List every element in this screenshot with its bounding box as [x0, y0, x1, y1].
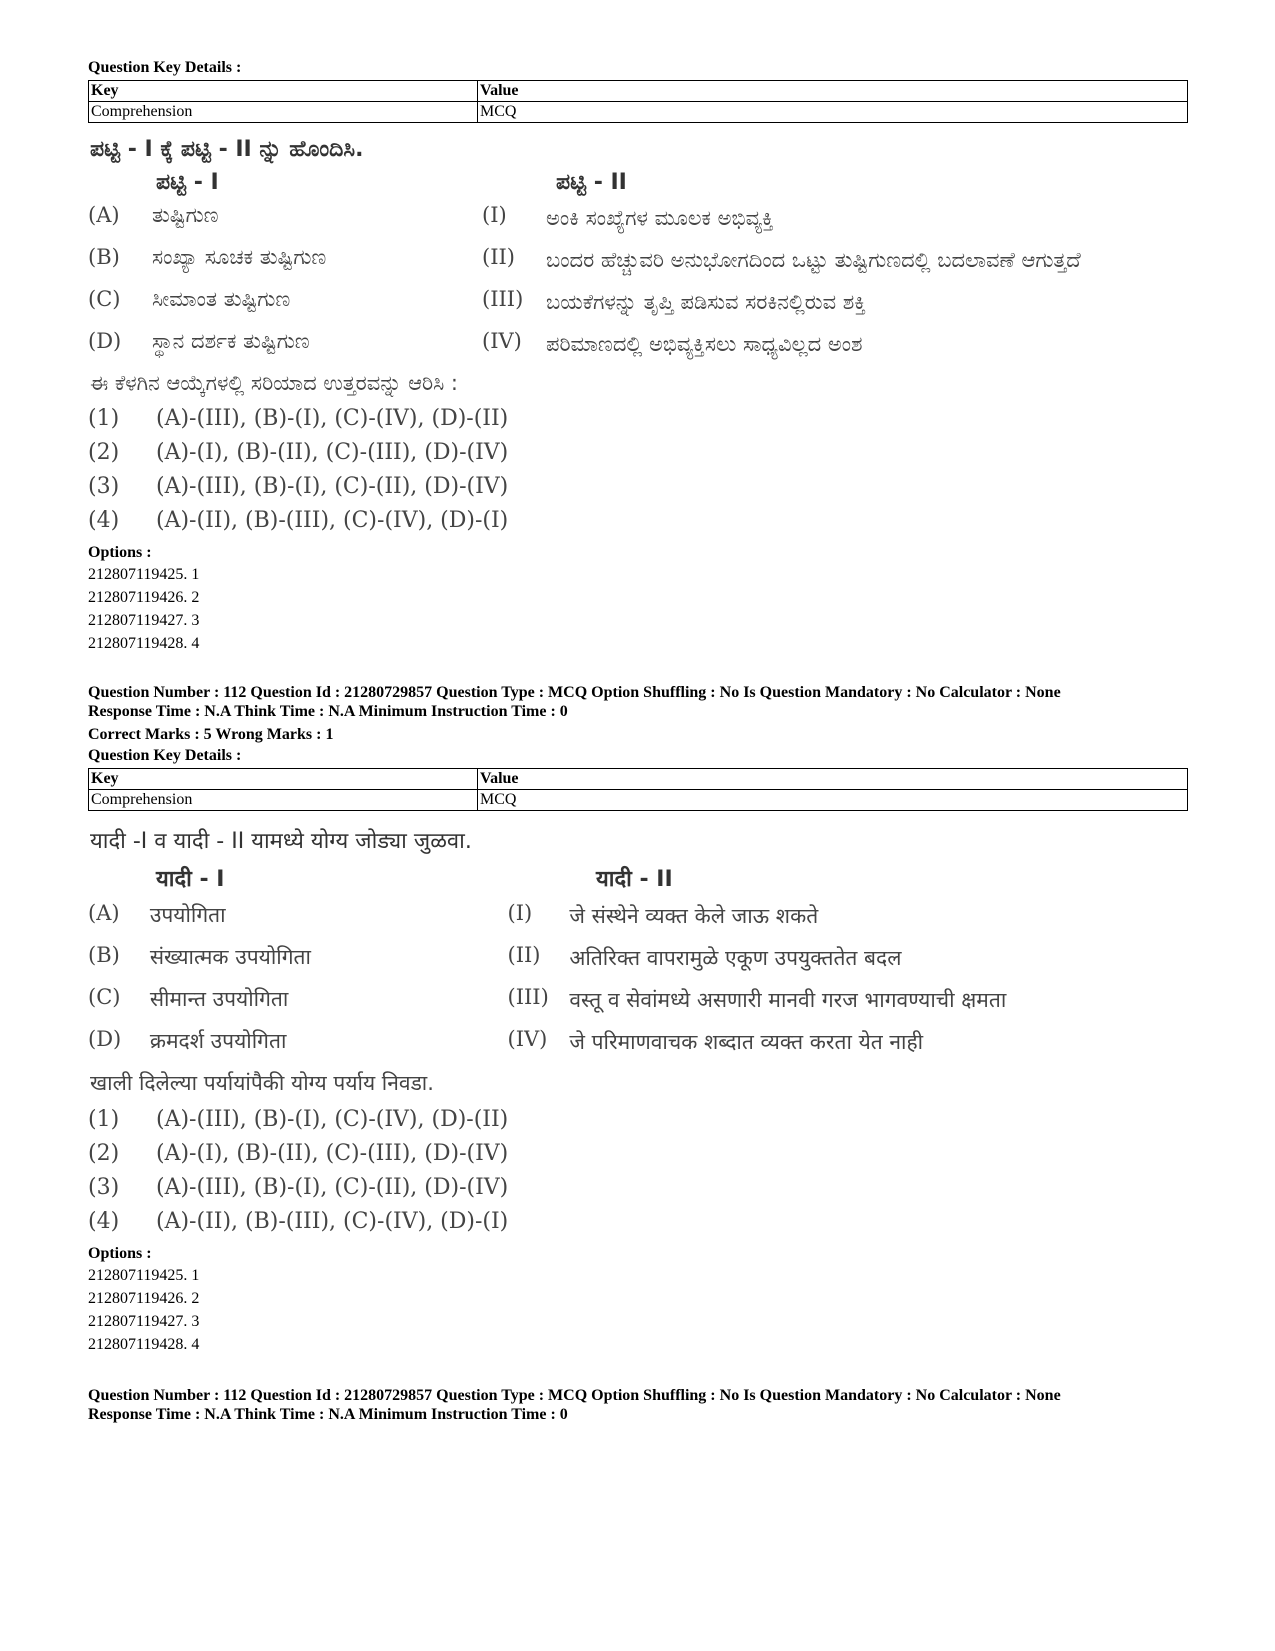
choice-text: (A)-(I), (B)-(II), (C)-(III), (D)-(IV) [156, 1141, 509, 1166]
document-page [88, 58, 1188, 1424]
choice-text: (A)-(III), (B)-(I), (C)-(IV), (D)-(II) [156, 1107, 509, 1132]
list-headings [88, 863, 1188, 893]
table-cell-key: Comprehension [89, 790, 478, 811]
table-cell-key: Comprehension [89, 102, 478, 123]
option-line: 212807119426. 2 [88, 589, 200, 606]
list2-item: ಪರಿಮಾಣದಲ್ಲಿ ಅಭಿವ್ಯಕ್ತಿಸಲು ಸಾಧ್ಯವಿಲ್ಲದ ಅಂಶ [546, 332, 863, 356]
choice-number: (3) [88, 474, 120, 499]
list-headings [88, 170, 1188, 195]
list1-item: सीमान्त उपयोगिता [149, 987, 289, 1011]
table-header-row [89, 81, 1188, 102]
answer-choice [88, 1141, 1188, 1166]
choice-number: (2) [88, 1141, 120, 1166]
option-line: 212807119428. 4 [88, 1336, 200, 1353]
answer-choice [88, 474, 1188, 499]
option-line: 212807119425. 1 [88, 566, 200, 583]
row-label: (II) [482, 245, 515, 269]
question-image [88, 825, 1188, 1234]
select-instruction: खाली दिलेल्या पर्यायांपैकी योग्य पर्याय निवडा. [90, 1071, 434, 1095]
key-details-title: Question Key Details : [88, 59, 242, 76]
question-heading: ಪಟ್ಟಿ - I ಕ್ಕೆ ಪಟ್ಟಿ - II ನ್ನು ಹೊಂದಿಸಿ. [90, 137, 364, 162]
question-meta-line: Question Number : 112 Question Id : 21280729857 Question Type : MCQ Option Shuffling : No Is Question Mandatory : No Calculator : None [88, 1387, 1061, 1404]
row-label: (B) [88, 245, 120, 269]
row-label: (D) [88, 1027, 122, 1051]
row-label: (D) [88, 329, 122, 353]
question-heading: यादी -I व यादी - II यामध्ये योग्य जोड्या जुळवा. [90, 829, 472, 854]
table-cell-value: MCQ [478, 102, 1188, 123]
table-header-value: Value [478, 769, 1188, 790]
list1-item: ಸಂಖ್ಯಾ ಸೂಚಕ ತುಷ್ಟಿಗುಣ [152, 245, 327, 269]
match-row [88, 329, 1188, 359]
row-label: (B) [88, 943, 120, 967]
choice-number: (1) [88, 406, 120, 431]
answer-choice [88, 440, 1188, 465]
choice-text: (A)-(II), (B)-(III), (C)-(IV), (D)-(I) [156, 1209, 509, 1234]
choice-number: (4) [88, 508, 120, 533]
option-line: 212807119427. 3 [88, 612, 200, 629]
question-image [88, 137, 1188, 533]
list1-title: यादी - I [156, 867, 225, 892]
marks-line: Correct Marks : 5 Wrong Marks : 1 [88, 726, 334, 743]
row-label: (II) [507, 943, 541, 967]
row-label: (III) [482, 287, 524, 311]
list2-item: जे परिमाणवाचक शब्दात व्यक्त करता येत नाही [569, 1030, 924, 1054]
list2-item: ಬಂದರ ಹೆಚ್ಚುವರಿ ಅನುಭೋಗದಿಂದ ಒಟ್ಟು ತುಷ್ಟಿಗುಣದಲ್ಲಿ ಬದಲಾವಣೆ ಆಗುತ್ತದೆ [546, 248, 1081, 272]
answer-choice [88, 1209, 1188, 1234]
choice-text: (A)-(III), (B)-(I), (C)-(II), (D)-(IV) [156, 1175, 509, 1200]
options-title: Options : [88, 544, 152, 561]
answer-choice [88, 1107, 1188, 1132]
choice-text: (A)-(I), (B)-(II), (C)-(III), (D)-(IV) [156, 440, 509, 465]
table-header-row [89, 769, 1188, 790]
list2-item: अतिरिक्त वापरामुळे एकूण उपयुक्ततेत बदल [569, 946, 902, 970]
table-header-key: Key [89, 769, 478, 790]
row-label: (IV) [482, 329, 522, 353]
list2-title: ಪಟ್ಟಿ - II [556, 170, 627, 195]
question-meta-line: Response Time : N.A Think Time : N.A Minimum Instruction Time : 0 [88, 703, 568, 720]
key-details-title: Question Key Details : [88, 747, 242, 764]
table-row [89, 790, 1188, 811]
choice-text: (A)-(II), (B)-(III), (C)-(IV), (D)-(I) [156, 508, 509, 533]
row-label: (A) [88, 203, 120, 227]
list2-title: यादी - II [596, 867, 673, 892]
table-cell-value: MCQ [478, 790, 1188, 811]
list1-item: संख्यात्मक उपयोगिता [149, 945, 311, 969]
option-line: 212807119427. 3 [88, 1313, 200, 1330]
question-block-1 [88, 58, 1188, 655]
row-label: (C) [88, 287, 121, 311]
match-row [88, 287, 1188, 317]
row-label: (A) [88, 901, 120, 925]
choice-number: (3) [88, 1175, 120, 1200]
next-question-meta [88, 1386, 1188, 1424]
key-details-table [88, 768, 1188, 811]
match-row [88, 245, 1188, 275]
row-label: (C) [88, 985, 121, 1009]
choice-text: (A)-(III), (B)-(I), (C)-(IV), (D)-(II) [156, 406, 509, 431]
list2-item: ಅಂಕಿ ಸಂಖ್ಯೆಗಳ ಮೂಲಕ ಅಭಿವ್ಯಕ್ತಿ [546, 206, 774, 230]
list1-item: क्रमदर्श उपयोगिता [149, 1029, 287, 1053]
choice-text: (A)-(III), (B)-(I), (C)-(II), (D)-(IV) [156, 474, 509, 499]
option-line: 212807119428. 4 [88, 635, 200, 652]
list2-item: ಬಯಕೆಗಳನ್ನು ತೃಪ್ತಿ ಪಡಿಸುವ ಸರಕಿನಲ್ಲಿರುವ ಶಕ್ತಿ [546, 290, 866, 314]
select-instruction: ಈ ಕೆಳಗಿನ ಆಯ್ಕೆಗಳಲ್ಲಿ ಸರಿಯಾದ ಉತ್ತರವನ್ನು ಆರಿಸಿ : [90, 371, 458, 395]
list1-item: उपयोगिता [149, 903, 226, 927]
row-label: (IV) [507, 1027, 548, 1051]
match-row [88, 203, 1188, 233]
row-label: (I) [507, 901, 533, 925]
options-title: Options : [88, 1245, 152, 1262]
table-header-key: Key [89, 81, 478, 102]
row-label: (I) [482, 203, 507, 227]
list1-item: ತುಷ್ಟಿಗುಣ [152, 203, 219, 227]
table-row [89, 102, 1188, 123]
answer-choice [88, 406, 1188, 431]
match-row [88, 1027, 1188, 1057]
question-meta-line: Question Number : 112 Question Id : 21280729857 Question Type : MCQ Option Shuffling : No Is Question Mandatory : No Calculator : None [88, 684, 1061, 701]
answer-choice [88, 508, 1188, 533]
key-details-table [88, 80, 1188, 123]
table-header-value: Value [478, 81, 1188, 102]
choice-number: (2) [88, 440, 120, 465]
list1-title: ಪಟ್ಟಿ - I [156, 170, 219, 195]
choice-number: (4) [88, 1209, 120, 1234]
row-label: (III) [507, 985, 549, 1009]
answer-choice [88, 1175, 1188, 1200]
match-row [88, 985, 1188, 1015]
list1-item: ಸೀಮಾಂತ ತುಷ್ಟಿಗುಣ [152, 287, 291, 311]
list1-item: ಸ್ಥಾನ ದರ್ಶಕ ತುಷ್ಟಿಗುಣ [152, 329, 310, 353]
question-block-2 [88, 683, 1188, 1356]
question-meta-line: Response Time : N.A Think Time : N.A Minimum Instruction Time : 0 [88, 1406, 568, 1423]
choice-number: (1) [88, 1107, 120, 1132]
list2-item: जे संस्थेने व्यक्त केले जाऊ शकते [569, 904, 819, 928]
list2-item: वस्तू व सेवांमध्ये असणारी मानवी गरज भागवण्याची क्षमता [569, 988, 1007, 1012]
option-line: 212807119425. 1 [88, 1267, 200, 1284]
match-row [88, 901, 1188, 931]
option-line: 212807119426. 2 [88, 1290, 200, 1307]
match-row [88, 943, 1188, 973]
